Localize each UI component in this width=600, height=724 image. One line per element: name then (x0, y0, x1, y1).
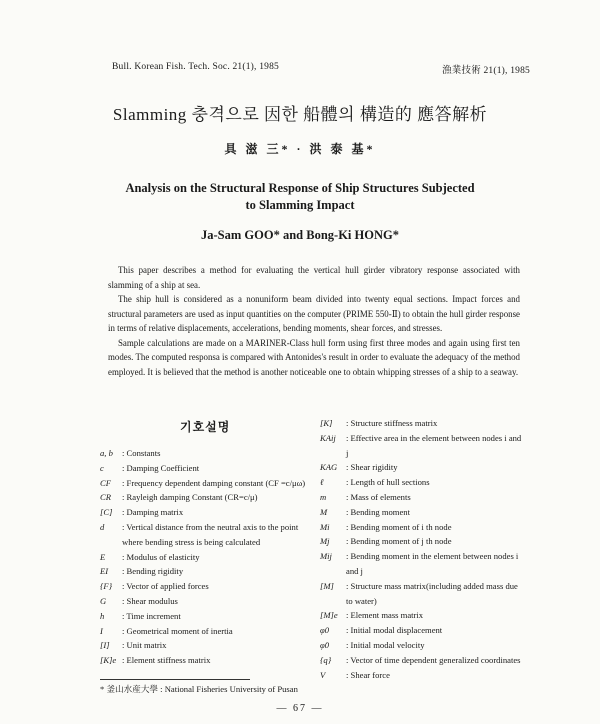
abstract-paragraph: The ship hull is considered as a nonuniform beam divided into twenty equal sections. Impact forces and structural parameters are used as input quantities on the computer (PRIME 550-Ⅱ) to obtain the hull girder response in terms of relative displacements, accelerations, bending moments, shear forces, and stresses. (108, 294, 520, 333)
english-title-line-2: to Slamming Impact (245, 198, 355, 212)
symbol-row (100, 446, 310, 461)
symbol-row (320, 653, 525, 668)
symbol: I (100, 625, 103, 636)
symbol-row (320, 490, 525, 505)
symbol: [I] (100, 640, 110, 651)
symbol: [K]e (100, 655, 117, 666)
symbol: ℓ (320, 477, 324, 488)
symbol-row (320, 534, 525, 549)
symbol: KAG (320, 462, 338, 473)
symbol: KAij (320, 432, 336, 443)
symbols-heading: 기호설명 (180, 420, 231, 434)
symbol-row (100, 653, 310, 668)
symbol: m (320, 491, 327, 502)
english-title (0, 180, 600, 214)
symbol-description: : Time increment (122, 609, 310, 624)
symbol-row (320, 608, 525, 623)
symbol: {q} (320, 654, 332, 665)
symbol-row (100, 461, 310, 476)
symbol-row (320, 520, 525, 535)
korean-authors: 具 滋 三* · 洪 泰 基* (224, 142, 376, 156)
symbol-row (320, 638, 525, 653)
symbol-row (100, 564, 310, 579)
english-authors: Ja-Sam GOO* and Bong-Ki HONG* (201, 228, 399, 242)
symbol-description: : Mass of elements (346, 490, 525, 505)
symbol-row (320, 579, 525, 609)
symbol: d (100, 521, 105, 532)
symbol-description: : Effective area in the element between nodes i and j (346, 431, 525, 461)
symbol-row (100, 476, 310, 491)
page-number: — 67 — (276, 703, 324, 714)
symbol-description: : Modulus of elasticity (122, 550, 310, 565)
symbol: [M] (320, 580, 334, 591)
symbol: [K] (320, 418, 333, 428)
symbol-description: : Unit matrix (122, 638, 310, 653)
symbol: Mi (320, 521, 330, 532)
symbol: Mj (320, 536, 330, 547)
symbol-description: : Constants (122, 446, 310, 461)
symbol-description: : Vertical distance from the neutral axis to the point where bending stress is being calculated (122, 520, 310, 550)
footnote-rule (100, 679, 250, 680)
symbol: V (320, 669, 326, 680)
symbol-row (100, 624, 310, 639)
symbol-description: : Shear force (346, 668, 525, 683)
symbol-row (320, 623, 525, 638)
symbol-description: : Geometrical moment of inertia (122, 624, 310, 639)
symbol: [C] (100, 507, 113, 518)
symbol-description: : Shear rigidity (346, 460, 525, 475)
symbol-description: : Bending moment of i th node (346, 520, 525, 535)
symbol: Mij (320, 551, 332, 562)
symbol-description: : Damping matrix (122, 505, 310, 520)
symbol-row (100, 594, 310, 609)
symbol-row (320, 460, 525, 475)
symbol: [M]e (320, 610, 338, 621)
symbol-row (100, 609, 310, 624)
symbol-description: : Bending moment in the element between nodes i and j (346, 549, 525, 579)
symbol-row (320, 416, 525, 431)
symbol-description: : Structure stiffness matrix (346, 416, 525, 431)
symbol-row (320, 549, 525, 579)
symbols-list-left (100, 446, 310, 668)
symbol-description: : Initial modal displacement (346, 623, 525, 638)
symbol-description: : Damping Coefficient (122, 461, 310, 476)
symbol-row (320, 431, 525, 461)
korean-title: Slamming 충격으로 因한 船體의 構造的 應答解析 (112, 105, 488, 124)
symbol: c (100, 462, 104, 473)
symbols-list-right (320, 416, 525, 682)
symbol: {F} (100, 581, 113, 592)
abstract (108, 263, 520, 379)
symbol: CR (100, 492, 111, 503)
symbol-description: : Length of hull sections (346, 475, 525, 490)
symbol-row (100, 520, 310, 550)
symbol-row (100, 490, 310, 505)
symbol: EI (100, 566, 109, 577)
abstract-paragraph: Sample calculations are made on a MARINER-Class hull form using first three modes and again using first ten modes. The computed responsa is compared with Antonides's result in order to evaluate the adequacy of the method employed. It is believed that the method is another noticeable one to obtain whipping stresses of a ship to a seaway. (108, 337, 520, 377)
english-title-line-1: Analysis on the Structural Response of Ship Structures Subjected (125, 181, 475, 195)
footnote: * 釜山水産大學 : National Fisheries University of Pusan (100, 684, 298, 694)
symbol: G (100, 595, 107, 606)
symbol-description: : Element stiffness matrix (122, 653, 310, 668)
symbol: a, b (100, 448, 113, 458)
symbol-row (100, 550, 310, 565)
symbol-row (100, 579, 310, 594)
symbol: φ̇0 (320, 639, 330, 650)
symbol-row (320, 475, 525, 490)
symbol-description: : Bending rigidity (122, 564, 310, 579)
symbol: CF (100, 477, 111, 488)
symbol-description: : Frequency dependent damping constant (CF =c/μω) (122, 476, 310, 491)
symbol-description: : Rayleigh damping Constant (CR=c/μ) (122, 490, 310, 505)
symbol-row (320, 505, 525, 520)
symbol-description: : Bending moment (346, 505, 525, 520)
symbol: E (100, 551, 106, 562)
symbol-description: : Structure mass matrix(including added mass due to water) (346, 579, 525, 609)
symbol: φ0 (320, 625, 330, 636)
symbol: h (100, 610, 105, 621)
symbol-row (100, 638, 310, 653)
running-header-left: Bull. Korean Fish. Tech. Soc. 21(1), 1985 (112, 62, 279, 72)
abstract-paragraph: This paper describes a method for evaluating the vertical hull girder vibratory response associated with slamming of a ship at sea. (108, 265, 520, 290)
symbol-description: : Bending moment of j th node (346, 534, 525, 549)
symbol-description: : Initial modal velocity (346, 638, 525, 653)
symbol-row (320, 668, 525, 683)
symbol-description: : Vector of applied forces (122, 579, 310, 594)
symbol-description: : Shear modulus (122, 594, 310, 609)
symbol: M (320, 506, 328, 517)
running-header-right: 漁業技術 21(1), 1985 (442, 66, 530, 76)
symbol-description: : Element mass matrix (346, 608, 525, 623)
symbol-row (100, 505, 310, 520)
symbol-description: : Vector of time dependent generalized coordinates (346, 653, 525, 668)
